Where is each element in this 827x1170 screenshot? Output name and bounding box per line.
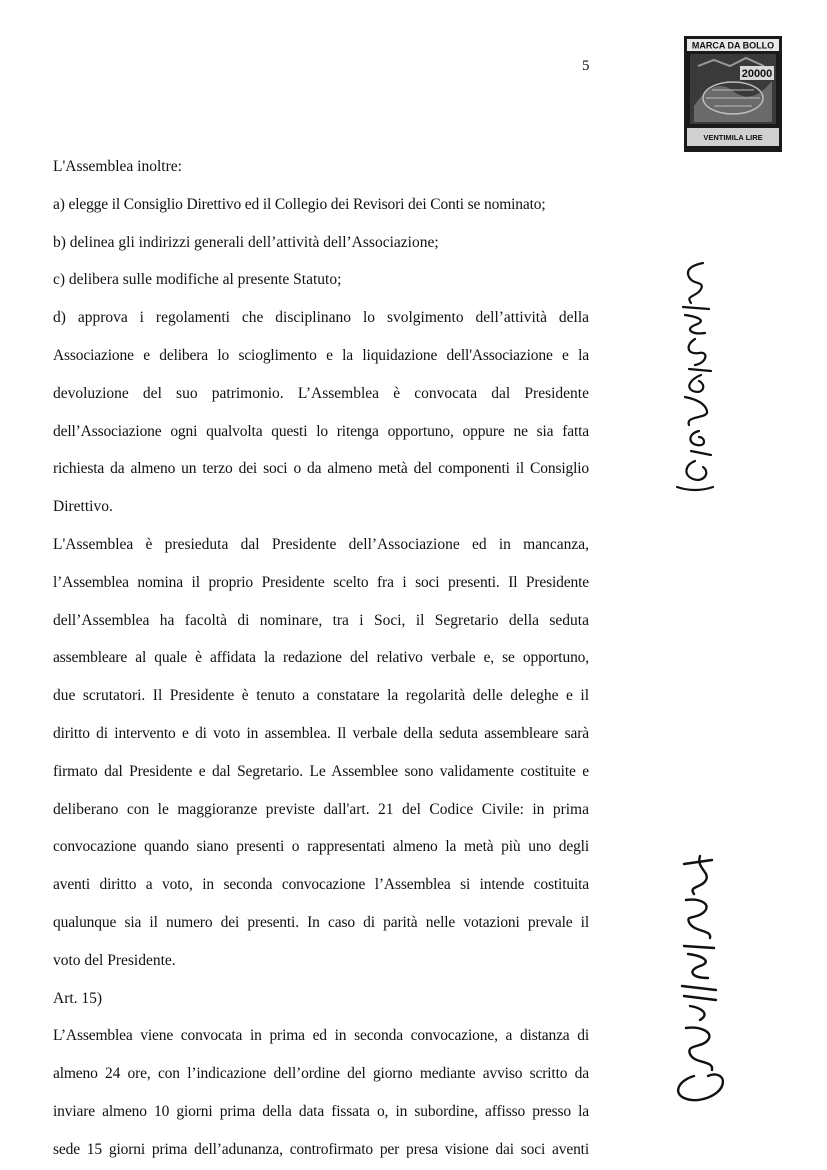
- text-line: convocazione quando siano presenti o rappresentati almeno la metà più uno degli: [53, 838, 589, 856]
- stamp-value: 20000: [741, 68, 773, 80]
- text-line: L’Assemblea viene convocata in prima ed in seconda convocazione, a distanza di: [53, 1027, 589, 1045]
- text-line: dell’Assemblea ha facoltà di nominare, tra i Soci, il Segretario della seduta: [53, 611, 589, 629]
- text-line: L'Assemblea inoltre:: [53, 158, 182, 175]
- text-line: c) delibera sulle modifiche al presente Statuto;: [53, 271, 342, 289]
- text-line: aventi diritto a voto, in seconda convocazione l’Assemblea si intende costituita: [53, 876, 589, 894]
- text-line: almeno 24 ore, con l’indicazione dell’ordine del giorno mediante avviso scritto da: [53, 1065, 589, 1083]
- stamp-label-top: MARCA DA BOLLO: [691, 40, 775, 51]
- revenue-stamp: [684, 36, 782, 152]
- text-line: sede 15 giorni prima dell’adunanza, controfirmato per presa visione dai soci aventi: [53, 1140, 589, 1158]
- text-line: l’Assemblea nomina il proprio Presidente scelto fra i soci presenti. Il Presidente: [53, 573, 589, 591]
- text-line: a) elegge il Consiglio Direttivo ed il Collegio dei Revisori dei Conti se nominato;: [53, 195, 546, 213]
- stamp-label-bottom: VENTIMILA LIRE: [703, 133, 763, 142]
- signature-1: [655, 255, 725, 500]
- page-number: 5: [582, 58, 590, 74]
- text-line: inviare almeno 10 giorni prima della data fissata o, in subordine, affisso presso la: [53, 1102, 589, 1120]
- text-line: Art. 15): [53, 989, 103, 1007]
- text-line: L'Assemblea è presieduta dal Presidente dell’Associazione ed in mancanza,: [53, 535, 589, 553]
- text-line: richiesta da almeno un terzo dei soci o da almeno metà del componenti il Consiglio: [53, 460, 589, 478]
- text-line: qualunque sia il numero dei presenti. In caso di parità nelle votazioni prevale il: [53, 913, 589, 931]
- text-line: due scrutatori. Il Presidente è tenuto a constatare la regolarità delle deleghe e il: [53, 687, 589, 705]
- text-line: deliberano con le maggioranze previste dall'art. 21 del Codice Civile: in prima: [53, 800, 589, 818]
- text-line: assembleare al quale è affidata la redazione del relativo verbale e, se opportuno,: [53, 649, 589, 667]
- document-body: [53, 148, 589, 1169]
- text-line: Direttivo.: [53, 498, 113, 516]
- text-line: firmato dal Presidente e dal Segretario. Le Assemblee sono validamente costituite e: [53, 762, 589, 780]
- text-line: b) delinea gli indirizzi generali dell’attività dell’Associazione;: [53, 233, 439, 251]
- text-line: voto del Presidente.: [53, 951, 176, 969]
- text-line: dell’Associazione ogni qualvolta questi lo ritenga opportuno, oppure ne sia fatta: [53, 422, 589, 440]
- text-line: diritto di intervento e di voto in assemblea. Il verbale della seduta assembleare sarà: [53, 724, 589, 742]
- text-line: Associazione e delibera lo scioglimento e la liquidazione dell'Associazione e la: [53, 346, 589, 364]
- text-line: d) approva i regolamenti che disciplinano lo svolgimento dell’attività della: [53, 309, 589, 327]
- text-line: devoluzione del suo patrimonio. L’Assemblea è convocata dal Presidente: [53, 384, 589, 402]
- signature-2: [660, 850, 735, 1105]
